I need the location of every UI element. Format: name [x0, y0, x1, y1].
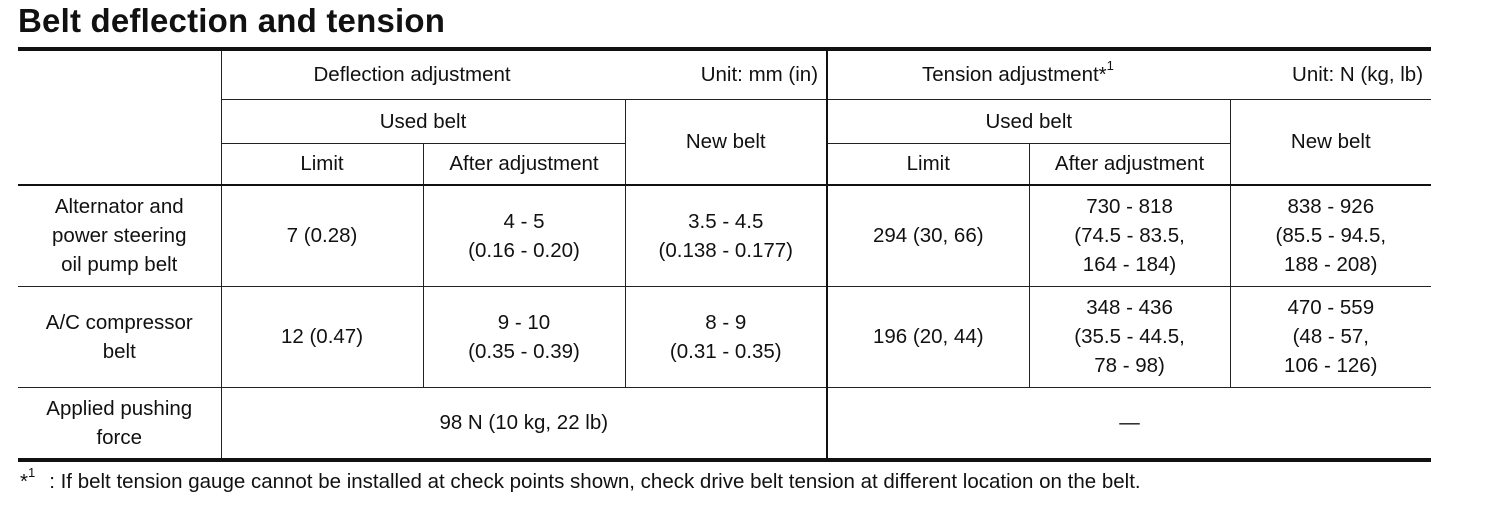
- tension-after-cell: 730 - 818 (74.5 - 83.5, 164 - 184): [1029, 185, 1230, 286]
- deflection-unit-label: Unit: mm (in): [700, 63, 819, 87]
- tension-new-belt-header: New belt: [1230, 99, 1431, 185]
- deflection-limit-header: Limit: [221, 143, 423, 185]
- row-label-ac-compressor: A/C compressor belt: [18, 286, 221, 387]
- deflection-new-cell: 8 - 9 (0.31 - 0.35): [625, 286, 827, 387]
- footnote: [20, 465, 1141, 494]
- header-row-group: [18, 51, 1431, 99]
- table-row: [18, 286, 1431, 387]
- deflection-limit-cell: 12 (0.47): [221, 286, 423, 387]
- page-title: Belt deflection and tension: [18, 2, 446, 39]
- tension-group-label: Tension adjustment*$^1$: [922, 58, 1114, 87]
- pushing-force-deflection-value: 98 N (10 kg, 22 lb): [221, 387, 827, 458]
- tension-unit-label: Unit: N (kg, lb): [1292, 63, 1424, 87]
- deflection-after-cell: 4 - 5 (0.16 - 0.20): [423, 185, 625, 286]
- footnote-ref-superscript: 1: [1106, 58, 1114, 74]
- belt-spec-table: [18, 51, 1431, 458]
- header-row-belt: [18, 99, 1431, 143]
- tension-group-header: [827, 51, 1431, 99]
- table-row: [18, 185, 1431, 286]
- header-blank-cell: [18, 51, 221, 185]
- tension-limit-cell: 196 (20, 44): [827, 286, 1029, 387]
- tension-new-cell: 470 - 559 (48 - 57, 106 - 126): [1230, 286, 1431, 387]
- footnote-marker: *$^1$: [20, 465, 36, 493]
- tension-limit-cell: 294 (30, 66): [827, 185, 1029, 286]
- row-label-alternator: Alternator and power steering oil pump belt: [18, 185, 221, 286]
- tension-used-belt-header: Used belt: [827, 99, 1230, 143]
- deflection-after-header: After adjustment: [423, 143, 625, 185]
- deflection-group-label: Deflection adjustment: [313, 63, 511, 87]
- deflection-after-cell: 9 - 10 (0.35 - 0.39): [423, 286, 625, 387]
- table-row: [18, 387, 1431, 458]
- deflection-used-belt-header: Used belt: [221, 99, 625, 143]
- tension-after-cell: 348 - 436 (35.5 - 44.5, 78 - 98): [1029, 286, 1230, 387]
- tension-new-cell: 838 - 926 (85.5 - 94.5, 188 - 208): [1230, 185, 1431, 286]
- tension-limit-header: Limit: [827, 143, 1029, 185]
- deflection-new-belt-header: New belt: [625, 99, 827, 185]
- pushing-force-tension-value: —: [827, 387, 1431, 458]
- deflection-limit-cell: 7 (0.28): [221, 185, 423, 286]
- deflection-new-cell: 3.5 - 4.5 (0.138 - 0.177): [625, 185, 827, 286]
- deflection-group-header: [221, 51, 827, 99]
- row-label-pushing-force: Applied pushing force: [18, 387, 221, 458]
- table-bottom-rule: [18, 458, 1431, 462]
- tension-after-header: After adjustment: [1029, 143, 1230, 185]
- footnote-text: : If belt tension gauge cannot be installed at check points shown, check drive belt tension at different location on the belt.: [49, 470, 1141, 493]
